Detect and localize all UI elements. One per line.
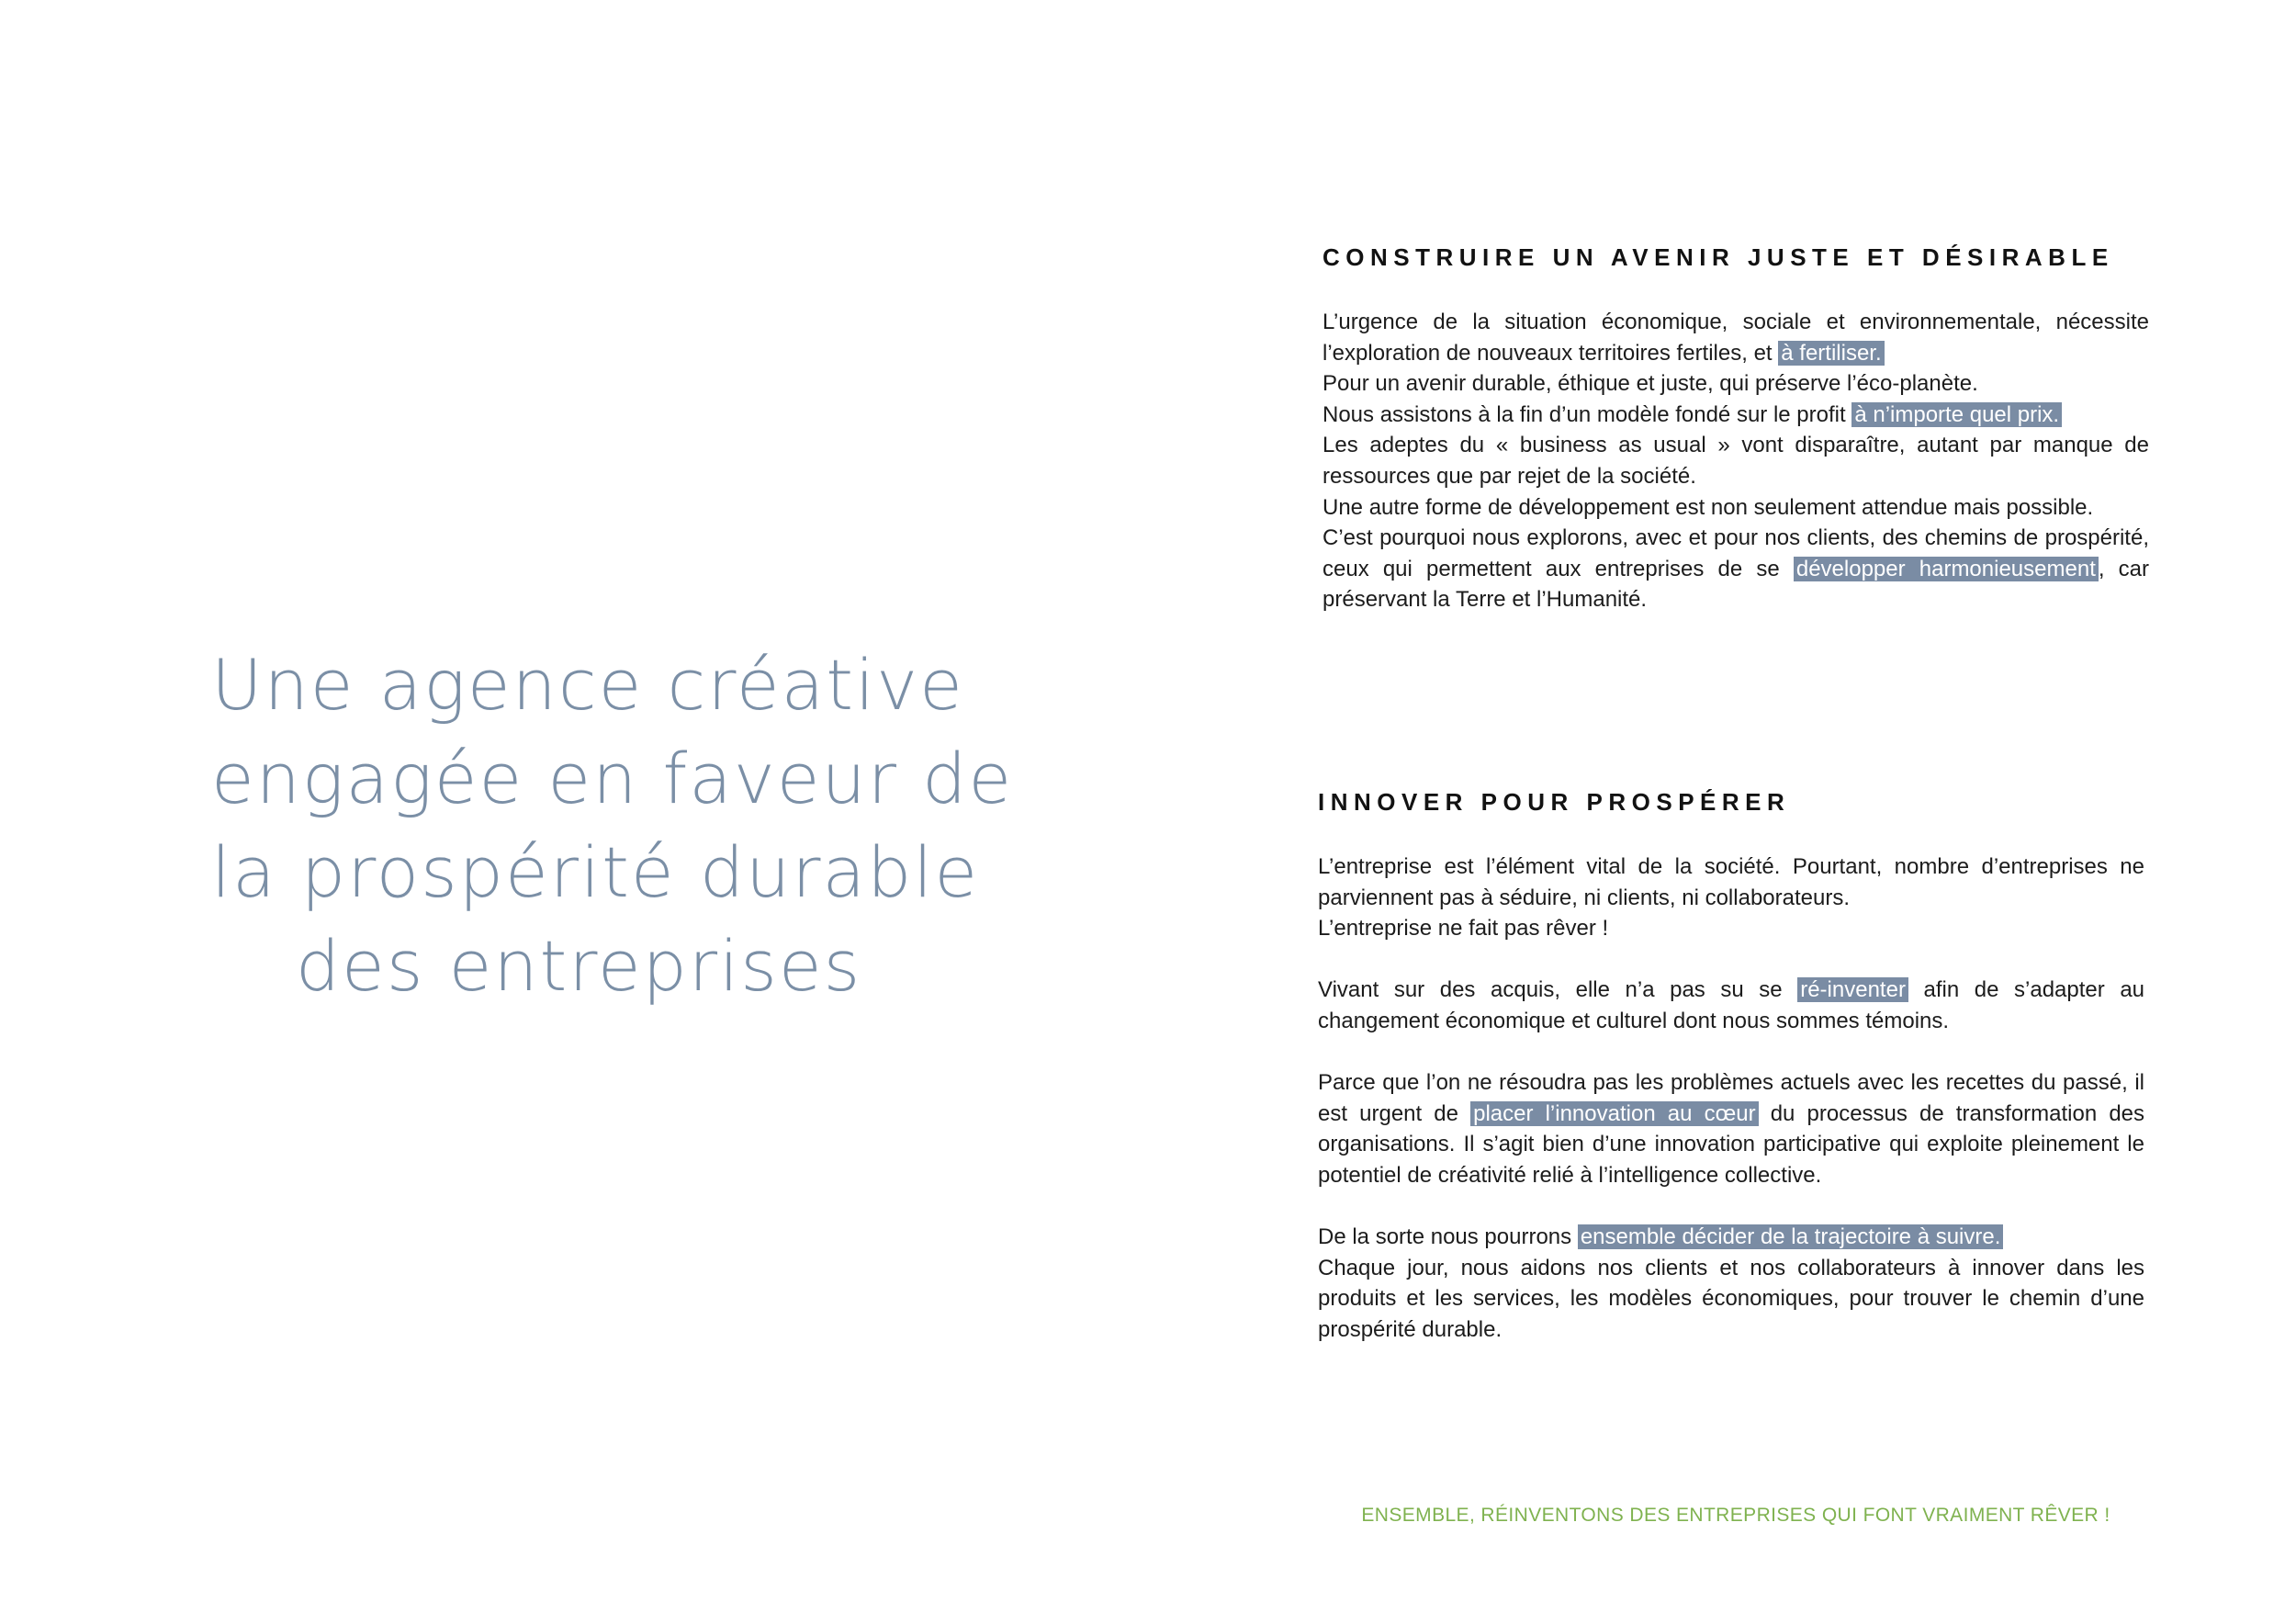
section-heading: INNOVER POUR PROSPÉRER: [1318, 788, 1791, 816]
tagline-line-3: la prospérité durable: [211, 831, 980, 913]
section-body: [1322, 307, 2149, 615]
paragraph: [1322, 400, 2149, 431]
text-run: C’est pourquoi nous explorons, avec et pour nos clients, des chemins de prospérité, ceux qui permettent aux entreprises de se: [1322, 525, 2149, 581]
text-run: Nous assistons à la fin d’un modèle fondé sur le profit: [1322, 401, 1846, 427]
paragraph: [1318, 1067, 2144, 1190]
text-run: Vivant sur des acquis, elle n’a pas su se: [1318, 977, 1783, 1003]
highlighted-phrase: à n’importe quel prix.: [1851, 402, 2062, 427]
tagline-line-1: Une agence créative: [211, 644, 964, 726]
paragraph: L’entreprise est l’élément vital de la société. Pourtant, nombre d’entreprises ne parviennent pas à séduire, ni clients, ni collaborateurs.: [1318, 854, 2144, 910]
tagline-line-4: des entreprises: [295, 925, 862, 1007]
text-run: Parce que l’on ne résoudra pas les problèmes actuels avec les recettes du passé, il est urgent de: [1318, 1070, 2144, 1126]
text-run: , car préservant la Terre et l’Humanité.: [1322, 556, 2150, 613]
paragraph: Chaque jour, nous aidons nos clients et nos collaborateurs à innover dans les produits et les services, les modèles économiques, pour trouver le chemin d’une prospérité durable.: [1318, 1255, 2144, 1342]
footer-slogan: ENSEMBLE, RÉINVENTONS DES ENTREPRISES QUI FONT VRAIMENT RÊVER !: [1361, 1505, 2110, 1526]
highlighted-phrase: à fertiliser.: [1778, 341, 1884, 366]
highlighted-phrase: ensemble décider de la trajectoire à suivre.: [1578, 1224, 2004, 1249]
tagline: [211, 638, 1014, 1013]
highlighted-phrase: ré-inventer: [1797, 977, 1908, 1002]
paragraph: Les adeptes du « business as usual » vont disparaître, autant par manque de ressources que par rejet de la société.: [1322, 433, 2149, 489]
highlighted-phrase: placer l’innovation au cœur: [1470, 1101, 1758, 1126]
paragraph: [1322, 523, 2149, 615]
text-run: De la sorte nous pourrons: [1318, 1224, 1572, 1250]
section-heading: CONSTRUIRE UN AVENIR JUSTE ET DÉSIRABLE: [1322, 243, 2114, 271]
paragraph: Une autre forme de développement est non seulement attendue mais possible.: [1322, 494, 2094, 520]
paragraph: [1318, 975, 2144, 1036]
section-innover: [1318, 788, 2144, 1346]
paragraph: L’entreprise ne fait pas rêver !: [1318, 916, 1609, 942]
section-body: [1318, 851, 2144, 1346]
paragraph: [1322, 307, 2149, 368]
paragraph: Pour un avenir durable, éthique et juste, qui préserve l’éco-planète.: [1322, 371, 1978, 397]
highlighted-phrase: développer harmonieusement: [1794, 557, 2099, 581]
tagline-line-2: engagée en faveur de: [211, 738, 1014, 819]
paragraph: [1318, 1222, 2144, 1253]
text-run: afin de s’adapter au changement économique et culturel dont nous sommes témoins.: [1318, 977, 2145, 1033]
text-run: du processus de transformation des organisations. Il s’agit bien d’une innovation participative qui exploite pleinement le potentiel de créativité relié à l’intelligence collective.: [1318, 1100, 2145, 1188]
section-construire: [1322, 243, 2149, 615]
text-run: L’urgence de la situation économique, sociale et environnementale, nécessite l’exploration de nouveaux territoires fertiles, et: [1322, 310, 2149, 366]
